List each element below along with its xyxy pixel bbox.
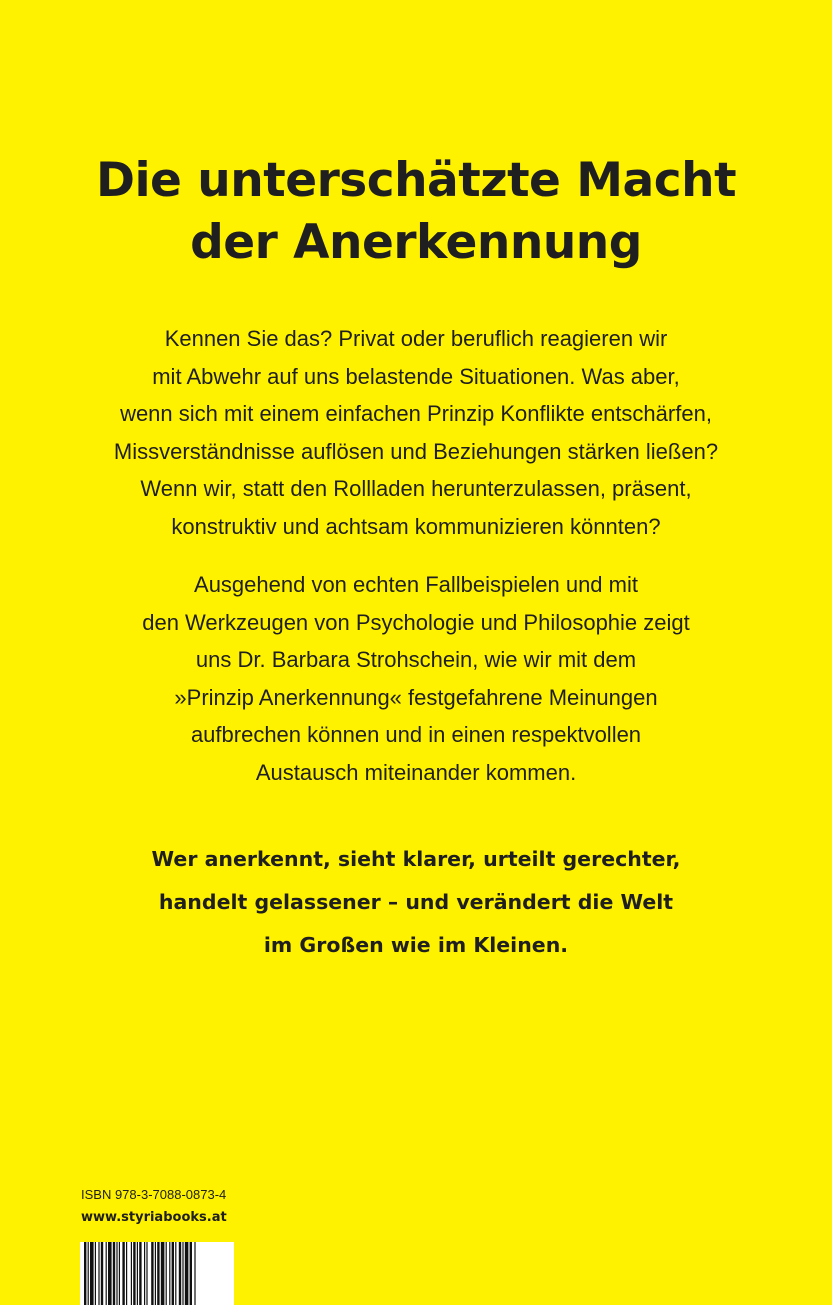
barcode-bar xyxy=(151,1242,153,1305)
barcode-bar xyxy=(146,1242,147,1305)
barcode xyxy=(80,1242,234,1305)
barcode-bar xyxy=(131,1242,132,1305)
text-line: uns Dr. Barbara Strohschein, wie wir mit dem xyxy=(195,647,637,672)
barcode-bar xyxy=(169,1242,170,1305)
barcode-bar xyxy=(98,1242,99,1305)
text-line: Kennen Sie das? Privat oder beruflich reagieren wir xyxy=(164,326,668,351)
text-line: Missverständnisse auflösen und Beziehungen stärken ließen? xyxy=(113,438,719,464)
text-line: »Prinzip Anerkennung« festgefahrene Meinungen xyxy=(174,684,658,710)
barcode-bar xyxy=(95,1242,96,1305)
barcode-bar xyxy=(122,1242,124,1305)
barcode-bar xyxy=(90,1242,94,1305)
description-paragraph-2 xyxy=(0,566,832,791)
barcode-bar xyxy=(119,1242,120,1305)
text-line: aufbrechen können und in einen respektvollen xyxy=(190,722,642,747)
website-link[interactable]: www.styriabooks.at xyxy=(81,1210,227,1225)
barcode-bar xyxy=(137,1242,138,1305)
barcode-bar xyxy=(182,1242,183,1305)
tagline-line: im Großen wie im Kleinen. xyxy=(263,933,569,957)
tagline-line: handelt gelassener – und verändert die Welt xyxy=(158,890,674,914)
title-line-2: der Anerkennung xyxy=(190,215,642,270)
barcode-icon xyxy=(80,1242,234,1305)
text-line: konstruktiv und achtsam kommunizieren könnten? xyxy=(171,513,661,539)
barcode-bar xyxy=(185,1242,189,1305)
text-line: wenn sich mit einem einfachen Prinzip Konflikte entschärfen, xyxy=(120,401,712,426)
tagline xyxy=(0,838,832,967)
barcode-bar xyxy=(190,1242,192,1305)
barcode-bar xyxy=(172,1242,174,1305)
barcode-bar xyxy=(161,1242,165,1305)
text-line: Austausch miteinander kommen. xyxy=(255,759,577,785)
text-line: Ausgehend von echten Fallbeispielen und mit xyxy=(194,572,638,597)
description-paragraph-1 xyxy=(0,320,832,545)
text-line: den Werkzeugen von Psychologie und Philosophie zeigt xyxy=(142,609,690,635)
barcode-bar xyxy=(101,1242,103,1305)
barcode-bar xyxy=(88,1242,89,1305)
text-line: Wenn wir, statt den Rollladen herunterzulassen, präsent, xyxy=(140,476,692,501)
barcode-bar xyxy=(108,1242,112,1305)
text-line: mit Abwehr auf uns belastende Situationen. Was aber, xyxy=(152,363,680,389)
isbn-label: ISBN 978-3-7088-0873-4 xyxy=(81,1187,227,1202)
barcode-bar xyxy=(133,1242,135,1305)
barcode-bar xyxy=(113,1242,115,1305)
barcode-bar xyxy=(144,1242,145,1305)
barcode-bar xyxy=(84,1242,86,1305)
barcode-bar xyxy=(179,1242,181,1305)
title-line-1: Die unterschätzte Macht xyxy=(95,153,737,208)
tagline-line: Wer anerkennt, sieht klarer, urteilt gerechter, xyxy=(151,847,681,871)
barcode-bar xyxy=(116,1242,117,1305)
barcode-bar xyxy=(194,1242,195,1305)
barcode-bar xyxy=(175,1242,176,1305)
book-title xyxy=(0,150,832,274)
barcode-bar xyxy=(139,1242,141,1305)
barcode-bar xyxy=(126,1242,127,1305)
barcode-bar xyxy=(155,1242,156,1305)
barcode-bar xyxy=(157,1242,159,1305)
barcode-bar xyxy=(166,1242,167,1305)
barcode-bar xyxy=(106,1242,107,1305)
